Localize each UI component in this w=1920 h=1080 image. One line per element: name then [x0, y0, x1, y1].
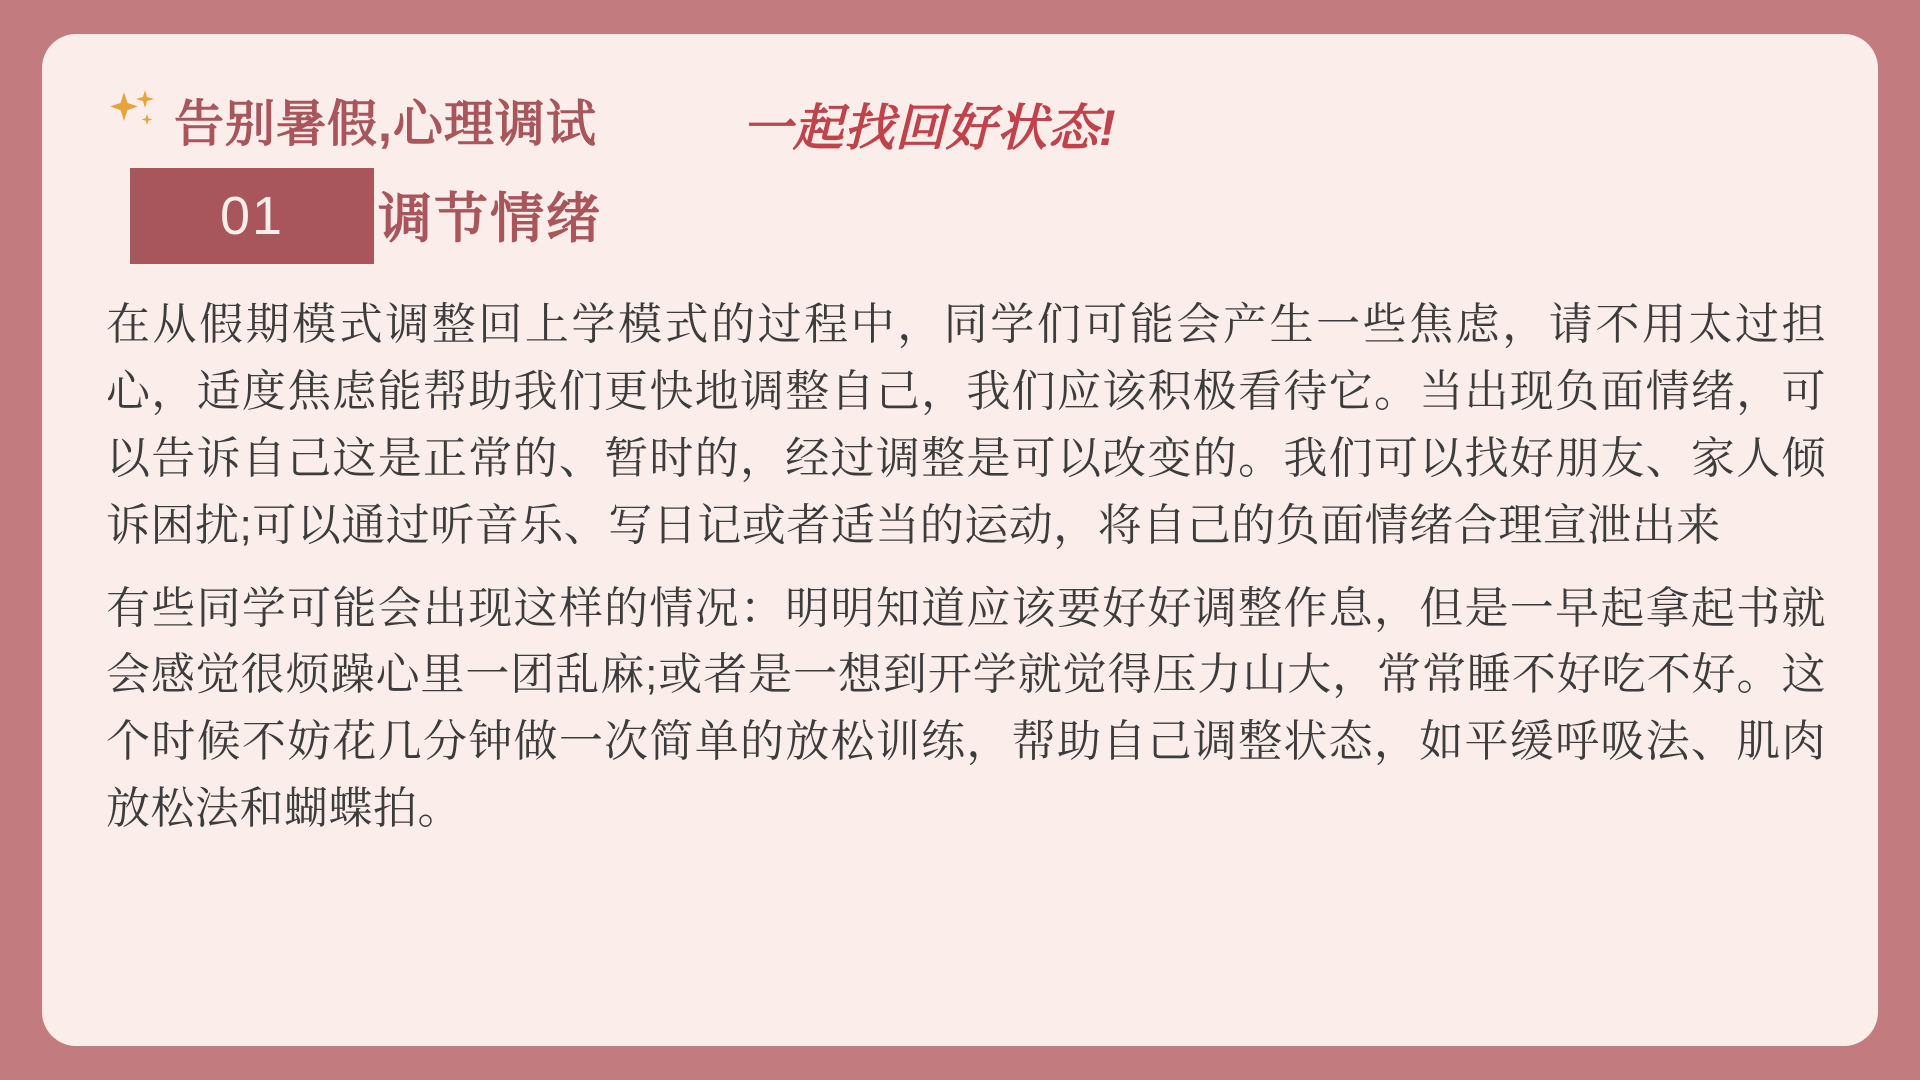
sparkle-icon — [104, 84, 160, 140]
poster-card — [42, 34, 1878, 1046]
poster-title-main: 告别暑假,心理调试 — [174, 96, 597, 152]
poster-title-sub: 一起找回好状态! — [742, 100, 1117, 156]
section-title: 调节情绪 — [378, 189, 602, 249]
body-text-block — [106, 292, 1826, 849]
section-number-badge — [130, 168, 374, 264]
body-paragraph-1: 在从假期模式调整回上学模式的过程中，同学们可能会产生一些焦虑，请不用太过担心，适度焦虑能帮助我们更快地调整自己，我们应该积极看待它。当出现负面情绪，可以告诉自己这是正常的、暂时的，经过调整是可以改变的。我们可以找好朋友、家人倾诉困扰;可以通过听音乐、写日记或者适当的运动，将自己的负面情绪合理宣泄出来 — [106, 300, 1826, 550]
body-paragraph-2: 有些同学可能会出现这样的情况：明明知道应该要好好调整作息，但是一早起拿起书就会感觉很烦躁心里一团乱麻;或者是一想到开学就觉得压力山大，常常睡不好吃不好。这个时候不妨花几分钟做一次简单的放松训练，帮助自己调整状态，如平缓呼吸法、肌肉放松法和蝴蝶拍。 — [106, 583, 1826, 834]
section-number-label: 01 — [219, 186, 285, 246]
